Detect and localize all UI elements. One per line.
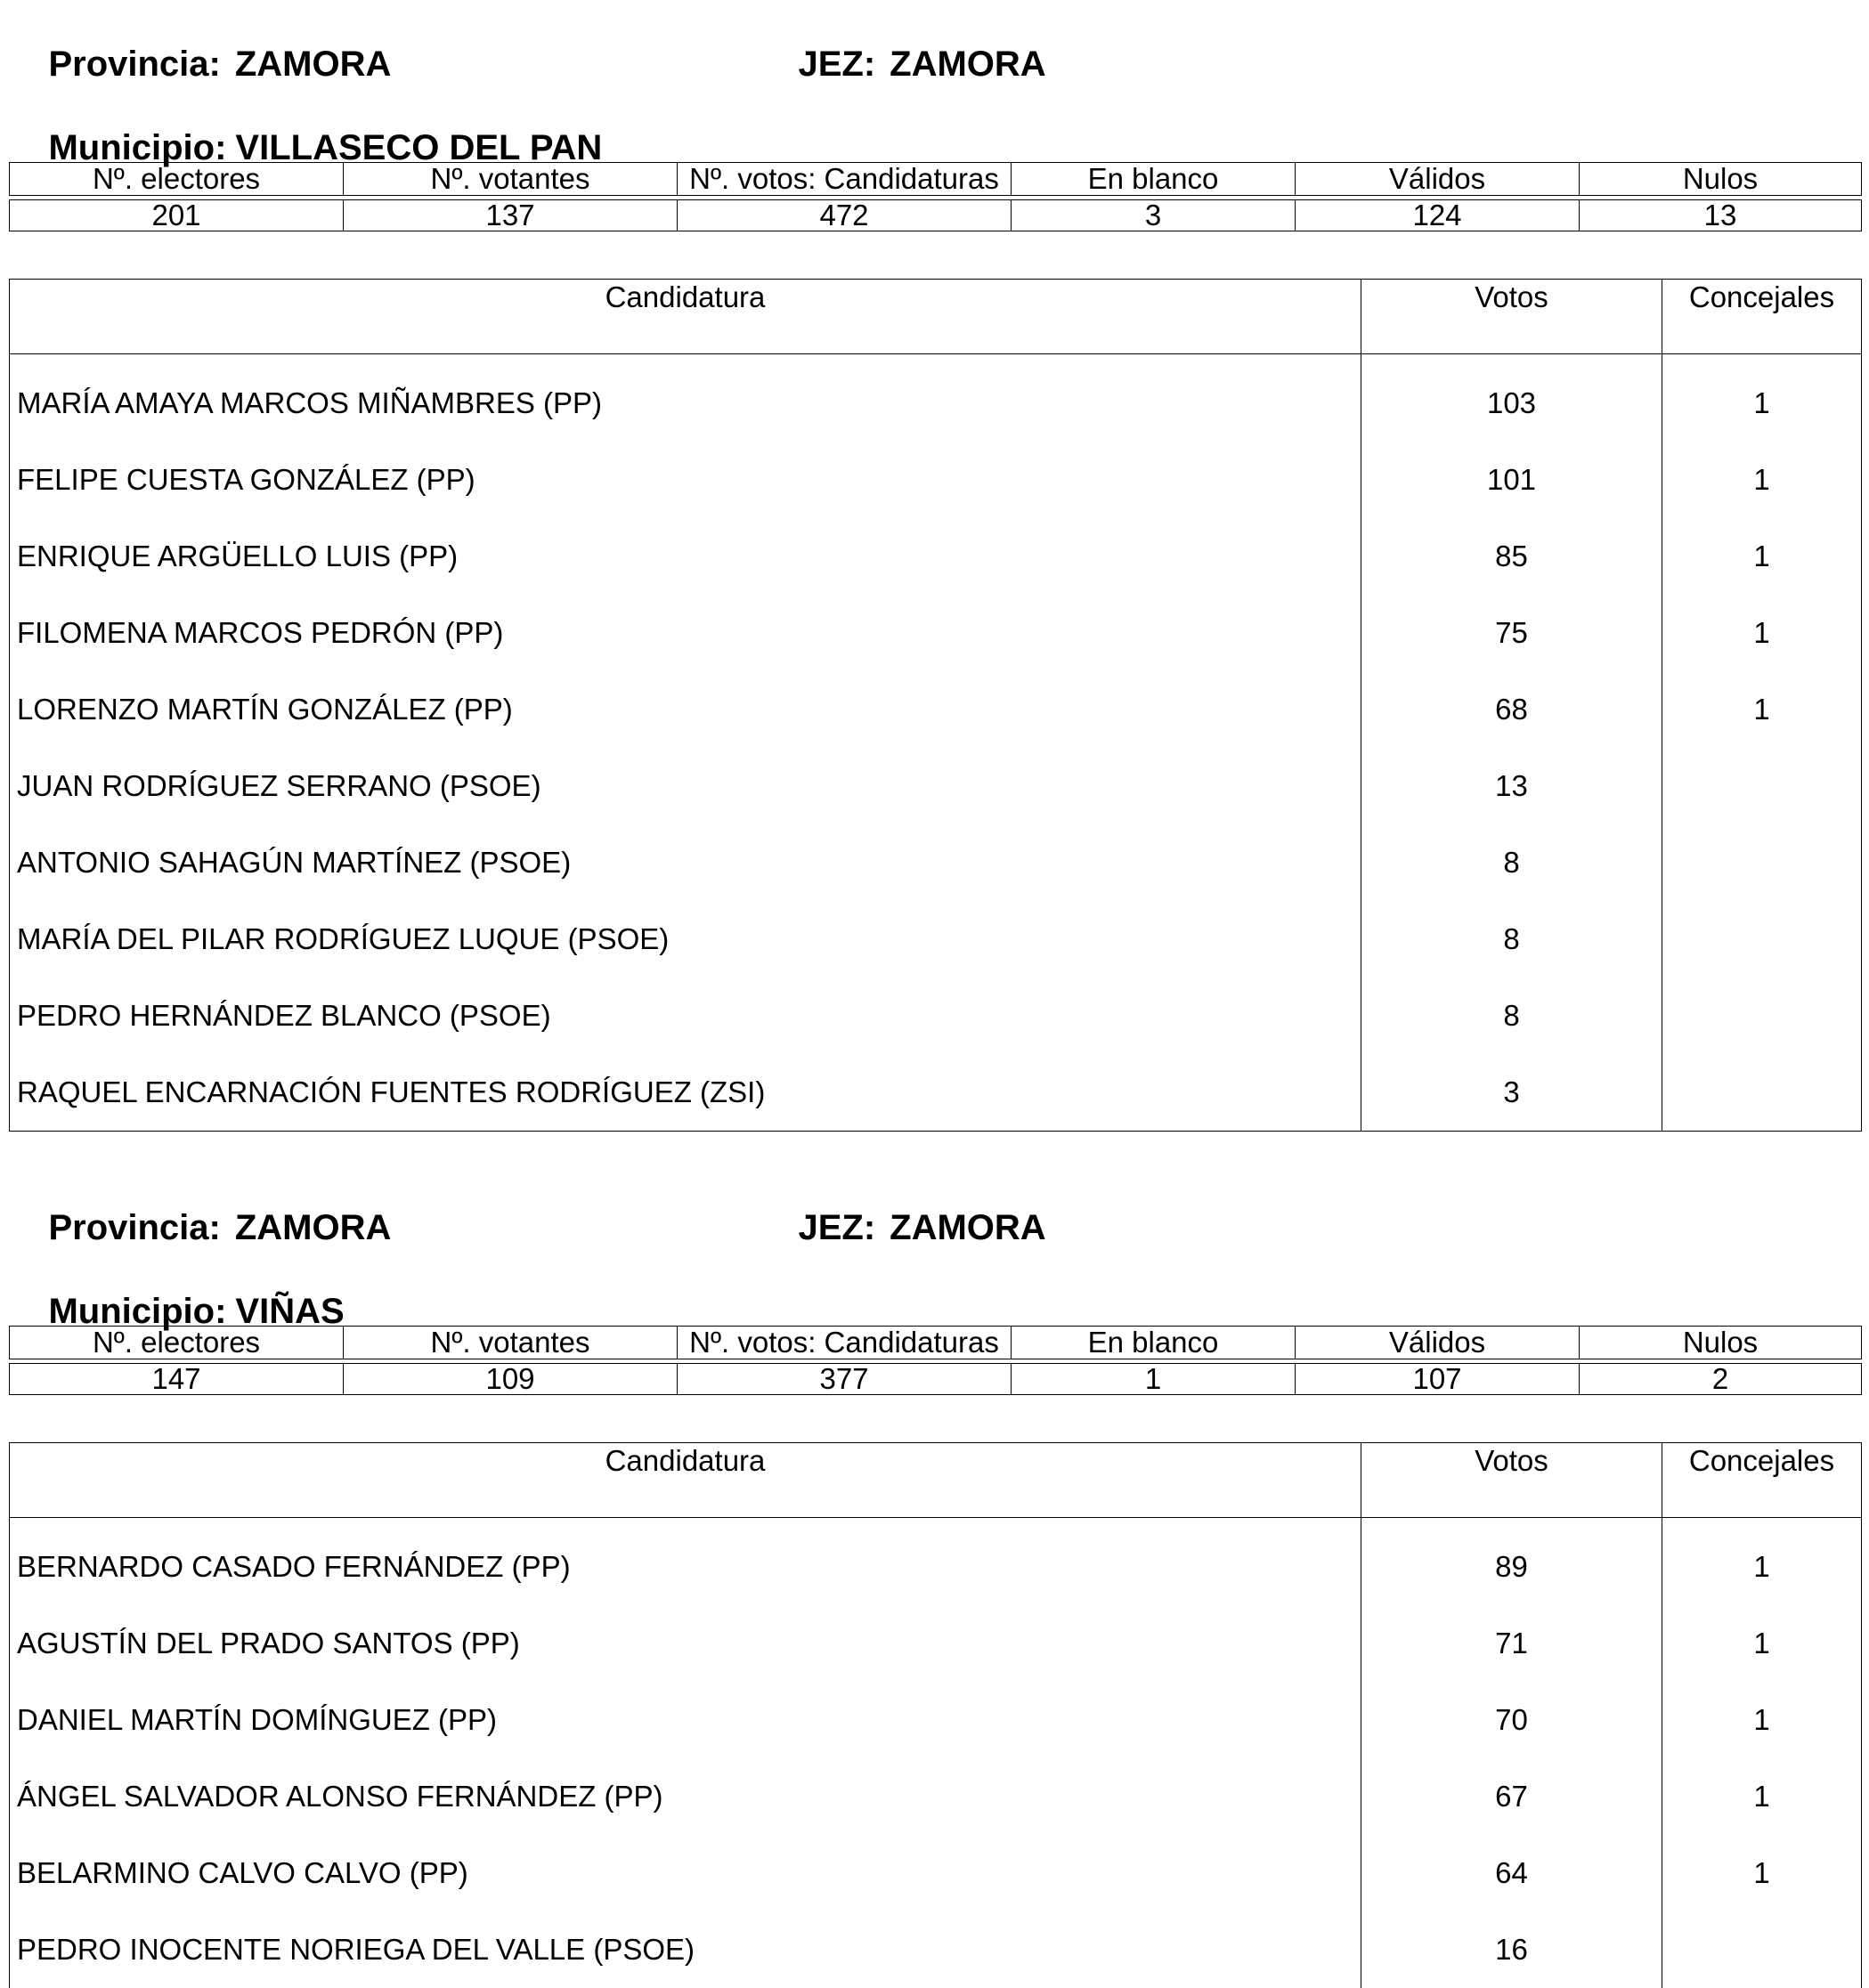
candidate-seats [1662,1911,1862,1988]
candidate-name: MARÍA DEL PILAR RODRÍGUEZ LUQUE (PSOE) [10,901,1361,978]
candidate-seats: 1 [1662,1518,1862,1606]
candidate-row [10,1911,1862,1988]
candidate-name: FELIPE CUESTA GONZÁLEZ (PP) [10,442,1361,518]
candidate-votes: 71 [1361,1605,1662,1682]
concejales-header: Concejales [1662,1443,1862,1518]
candidate-votes: 70 [1361,1682,1662,1758]
candidate-votes: 103 [1361,354,1662,442]
summary-values-row [10,200,1862,231]
candidate-row [10,1682,1862,1758]
jez-value: ZAMORA [890,1208,1046,1247]
municipio-value: VILLASECO DEL PAN [235,128,603,167]
candidate-name: MARÍA AMAYA MARCOS MIÑAMBRES (PP) [10,354,1361,442]
candidate-seats: 1 [1662,354,1862,442]
candidate-row [10,671,1862,748]
candidate-seats [1662,901,1862,978]
candidate-name: JUAN RODRÍGUEZ SERRANO (PSOE) [10,748,1361,824]
summary-value-cell: 147 [10,1364,344,1395]
candidate-votes: 67 [1361,1758,1662,1835]
candidate-votes: 8 [1361,978,1662,1054]
summary-value-cell: 13 [1580,200,1862,231]
provincia-value: ZAMORA [234,1208,392,1247]
candidate-row [10,1835,1862,1911]
summary-header-cell: Nulos [1580,163,1862,196]
candidate-name: ENRIQUE ARGÜELLO LUIS (PP) [10,518,1361,595]
candidate-votes: 8 [1361,901,1662,978]
candidate-votes: 3 [1361,1054,1662,1132]
summary-value-cell: 124 [1296,200,1580,231]
candidate-row [10,1054,1862,1132]
candidate-votes: 101 [1361,442,1662,518]
summary-header-cell: Nº. votantes [344,163,678,196]
candidate-row [10,518,1862,595]
provincia-label: Provincia: [48,1208,221,1247]
summary-header-row [10,1327,1862,1359]
summary-value-cell: 472 [678,200,1012,231]
candidate-name: ÁNGEL SALVADOR ALONSO FERNÁNDEZ (PP) [10,1758,1361,1835]
candidates-header-row [10,280,1862,354]
candidatura-header: Candidatura [10,280,1361,354]
candidate-name: FILOMENA MARCOS PEDRÓN (PP) [10,595,1361,671]
summary-value-cell: 377 [678,1364,1012,1395]
summary-header-cell: Válidos [1296,1327,1580,1359]
concejales-header: Concejales [1662,280,1862,354]
summary-header-cell: Nº. electores [10,163,344,196]
votos-header: Votos [1361,280,1662,354]
candidate-row [10,748,1862,824]
municipio-value: VIÑAS [235,1292,345,1331]
jez-value: ZAMORA [890,45,1046,84]
candidate-row [10,595,1862,671]
candidate-votes: 68 [1361,671,1662,748]
candidate-seats: 1 [1662,1682,1862,1758]
candidate-seats [1662,824,1862,901]
jez-heading [759,1164,1046,1292]
municipio-label: Municipio: [48,1292,227,1331]
candidate-seats: 1 [1662,1605,1862,1682]
summary-header-cell: En blanco [1012,1327,1296,1359]
candidate-name: LORENZO MARTÍN GONZÁLEZ (PP) [10,671,1361,748]
candidate-row [10,1758,1862,1835]
candidate-seats [1662,978,1862,1054]
candidate-seats [1662,748,1862,824]
candidates-table [9,279,1862,1132]
candidate-votes: 85 [1361,518,1662,595]
candidate-seats [1662,1054,1862,1132]
summary-value-cell: 2 [1580,1364,1862,1395]
summary-value-cell: 1 [1012,1364,1296,1395]
jez-label: JEZ: [798,45,876,84]
candidatura-header: Candidatura [10,1443,1361,1518]
candidates-table [9,1442,1862,1988]
candidate-row [10,1605,1862,1682]
candidate-name: DANIEL MARTÍN DOMÍNGUEZ (PP) [10,1682,1361,1758]
summary-value-cell: 109 [344,1364,678,1395]
candidate-seats: 1 [1662,671,1862,748]
summary-header-cell: Nº. votantes [344,1327,678,1359]
candidate-row [10,824,1862,901]
candidate-name: ANTONIO SAHAGÚN MARTÍNEZ (PSOE) [10,824,1361,901]
candidate-row [10,1518,1862,1606]
summary-value-cell: 3 [1012,200,1296,231]
votos-header: Votos [1361,1443,1662,1518]
candidate-row [10,354,1862,442]
candidate-name: PEDRO INOCENTE NORIEGA DEL VALLE (PSOE) [10,1911,1361,1988]
provincia-value: ZAMORA [234,45,392,84]
summary-header-cell: Nº. electores [10,1327,344,1359]
candidate-name: PEDRO HERNÁNDEZ BLANCO (PSOE) [10,978,1361,1054]
summary-header-cell: Válidos [1296,163,1580,196]
candidate-name: AGUSTÍN DEL PRADO SANTOS (PP) [10,1605,1361,1682]
candidate-name: RAQUEL ENCARNACIÓN FUENTES RODRÍGUEZ (ZSI) [10,1054,1361,1132]
summary-header-row [10,163,1862,196]
summary-header-cell: En blanco [1012,163,1296,196]
jez-heading [759,0,1046,128]
summary-header-cell: Nulos [1580,1327,1862,1359]
candidate-votes: 64 [1361,1835,1662,1911]
candidate-row [10,978,1862,1054]
candidate-votes: 13 [1361,748,1662,824]
summary-header-cell: Nº. votos: Candidaturas [678,1327,1012,1359]
candidate-seats: 1 [1662,442,1862,518]
candidate-seats: 1 [1662,1835,1862,1911]
summary-values-row [10,1364,1862,1395]
summary-value-cell: 107 [1296,1364,1580,1395]
summary-value-cell: 201 [10,200,344,231]
candidate-name: BERNARDO CASADO FERNÁNDEZ (PP) [10,1518,1361,1606]
jez-label: JEZ: [798,1208,876,1247]
candidate-votes: 89 [1361,1518,1662,1606]
candidates-header-row [10,1443,1862,1518]
summary-table [9,162,1862,231]
municipio-label: Municipio: [48,128,227,167]
candidate-row [10,901,1862,978]
provincia-label: Provincia: [48,45,221,84]
candidate-row [10,442,1862,518]
candidate-name: BELARMINO CALVO CALVO (PP) [10,1835,1361,1911]
summary-value-cell: 137 [344,200,678,231]
summary-header-cell: Nº. votos: Candidaturas [678,163,1012,196]
candidate-votes: 8 [1361,824,1662,901]
candidate-votes: 16 [1361,1911,1662,1988]
candidate-seats: 1 [1662,518,1862,595]
candidate-seats: 1 [1662,595,1862,671]
candidate-votes: 75 [1361,595,1662,671]
candidate-seats: 1 [1662,1758,1862,1835]
summary-table [9,1326,1862,1395]
